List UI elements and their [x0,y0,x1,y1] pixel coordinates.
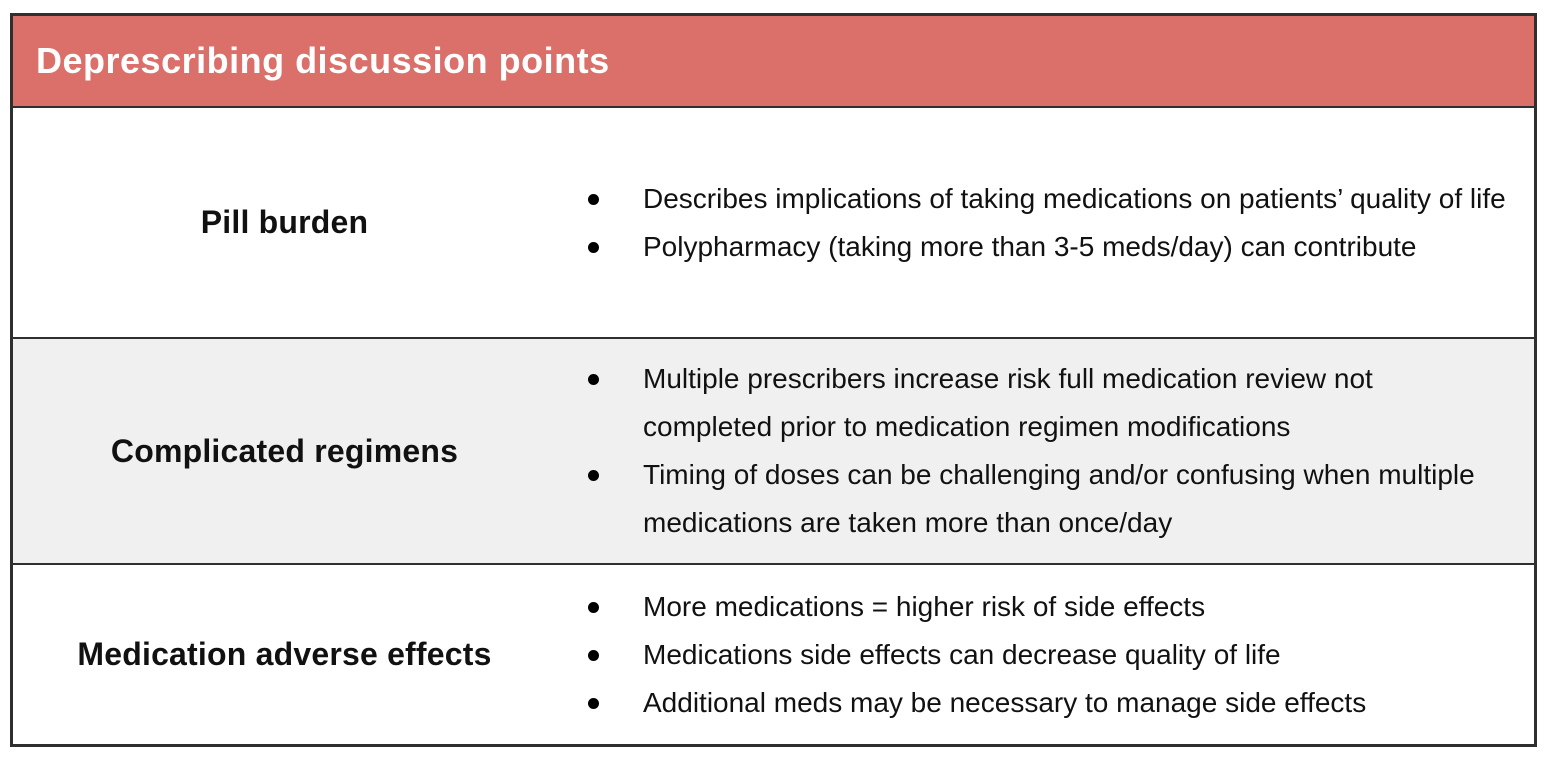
row-label-cell [13,565,556,744]
bullet-item [556,631,1508,679]
bullet-text: Multiple prescribers increase risk full medication review not completed prior to medication regimen modifications [643,363,1373,442]
row-label-cell [13,108,556,337]
row-label: Complicated regimens [110,432,459,469]
row-content-cell [556,565,1534,744]
table-row-complicated-regimens [13,337,1534,563]
bullet-list [556,583,1508,727]
row-content-cell [556,108,1534,337]
bullet-list [556,355,1508,547]
bullet-text: Additional meds may be necessary to manage side effects [643,686,1367,718]
bullet-item [556,223,1508,271]
bullet-icon [588,650,599,661]
bullet-text: Timing of doses can be challenging and/or confusing when multiple medications are taken more than once/day [643,459,1475,538]
table-row-medication-adverse-effects [13,563,1534,744]
bullet-icon [588,374,599,385]
table-header [13,16,1534,106]
table-row-pill-burden [13,106,1534,337]
bullet-text: Describes implications of taking medications on patients’ quality of life [643,182,1506,214]
bullet-icon [588,194,599,205]
bullet-item [556,175,1508,223]
bullet-item [556,355,1508,451]
row-content-cell [556,339,1534,563]
bullet-item [556,679,1508,727]
table-title: Deprescribing discussion points [36,40,610,81]
row-label: Pill burden [200,204,369,240]
bullet-icon [588,470,599,481]
bullet-text: Polypharmacy (taking more than 3-5 meds/day) can contribute [643,230,1417,262]
row-label: Medication adverse effects [77,636,492,672]
bullet-icon [588,242,599,253]
row-label-cell [13,339,556,563]
deprescribing-table [10,13,1537,747]
bullet-list [556,175,1508,271]
bullet-text: Medications side effects can decrease quality of life [643,638,1281,670]
bullet-icon [588,698,599,709]
bullet-text: More medications = higher risk of side effects [643,590,1206,622]
bullet-item [556,583,1508,631]
bullet-item [556,451,1508,547]
bullet-icon [588,602,599,613]
